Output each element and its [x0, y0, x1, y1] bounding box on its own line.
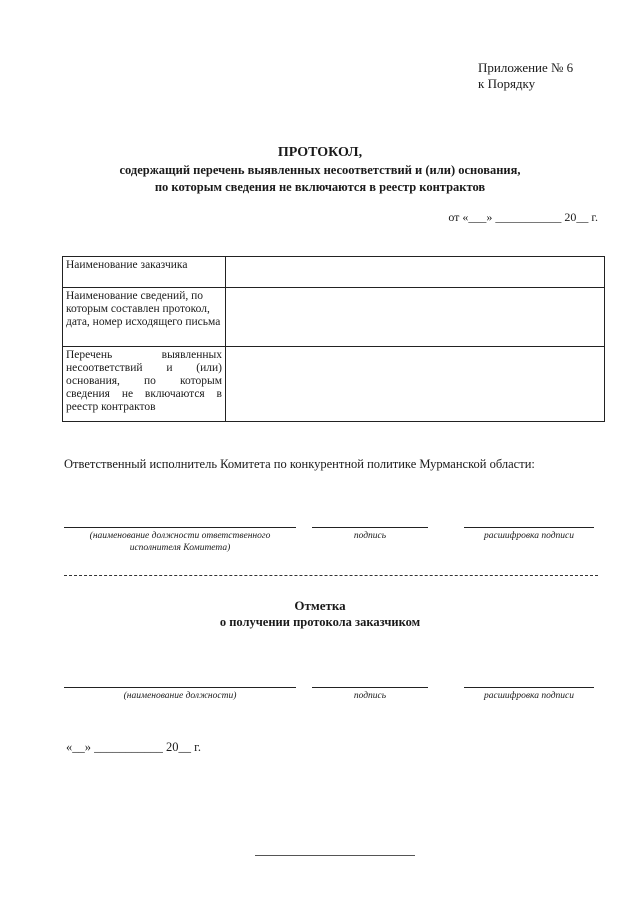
signature-line[interactable] [312, 527, 428, 528]
signature-caption: подпись [353, 531, 387, 541]
appendix-order: к Порядку [478, 76, 536, 91]
customer-signature-caption: подпись [353, 691, 387, 701]
table-row [63, 347, 605, 422]
protocol-subtitle-line2: по которым сведения не включаются в реестр контрактов [154, 180, 486, 194]
customer-name-value[interactable] [226, 257, 605, 288]
customer-decode-caption: расшифровка подписи [484, 691, 574, 701]
customer-signature-line[interactable] [312, 687, 428, 688]
protocol-subtitle-line1: содержащий перечень выявленных несоответствий и (или) основания, [119, 163, 521, 177]
receipt-date: «__» ___________ 20__ г. [66, 740, 201, 754]
receipt-mark-title: Отметка [294, 598, 346, 613]
nonconformities-label: Перечень выявленных несоответствий и (или) основания, по которым сведения не включаются в реестр контрактов [63, 347, 226, 422]
section-divider [64, 575, 598, 576]
table-row [63, 257, 605, 288]
appendix-reference [478, 60, 573, 92]
table-row [63, 288, 605, 347]
nonconformities-value[interactable] [226, 347, 605, 422]
position-signature-line[interactable] [64, 527, 296, 528]
customer-name-label: Наименование заказчика [63, 257, 226, 288]
protocol-date: от «___» ___________ 20__ г. [448, 210, 598, 224]
info-name-value[interactable] [226, 288, 605, 347]
responsible-executor-text: Ответственный исполнитель Комитета по конкурентной политике Мурманской области: [64, 457, 535, 471]
info-name-label: Наименование сведений, по которым составлен протокол, дата, номер исходящего письма [63, 288, 226, 347]
decode-caption: расшифровка подписи [484, 531, 574, 541]
receipt-mark-subtitle: о получении протокола заказчиком [219, 615, 421, 629]
appendix-number: Приложение № 6 [478, 60, 574, 75]
decode-signature-line[interactable] [464, 527, 594, 528]
protocol-info-table [62, 256, 605, 422]
customer-decode-line[interactable] [464, 687, 594, 688]
footer-line [255, 855, 415, 856]
customer-position-line[interactable] [64, 687, 296, 688]
customer-position-caption: (наименование должности) [123, 691, 237, 701]
protocol-title: ПРОТОКОЛ, [277, 145, 363, 160]
position-caption: (наименование должности ответственного исполнителя Комитета) [89, 531, 271, 553]
